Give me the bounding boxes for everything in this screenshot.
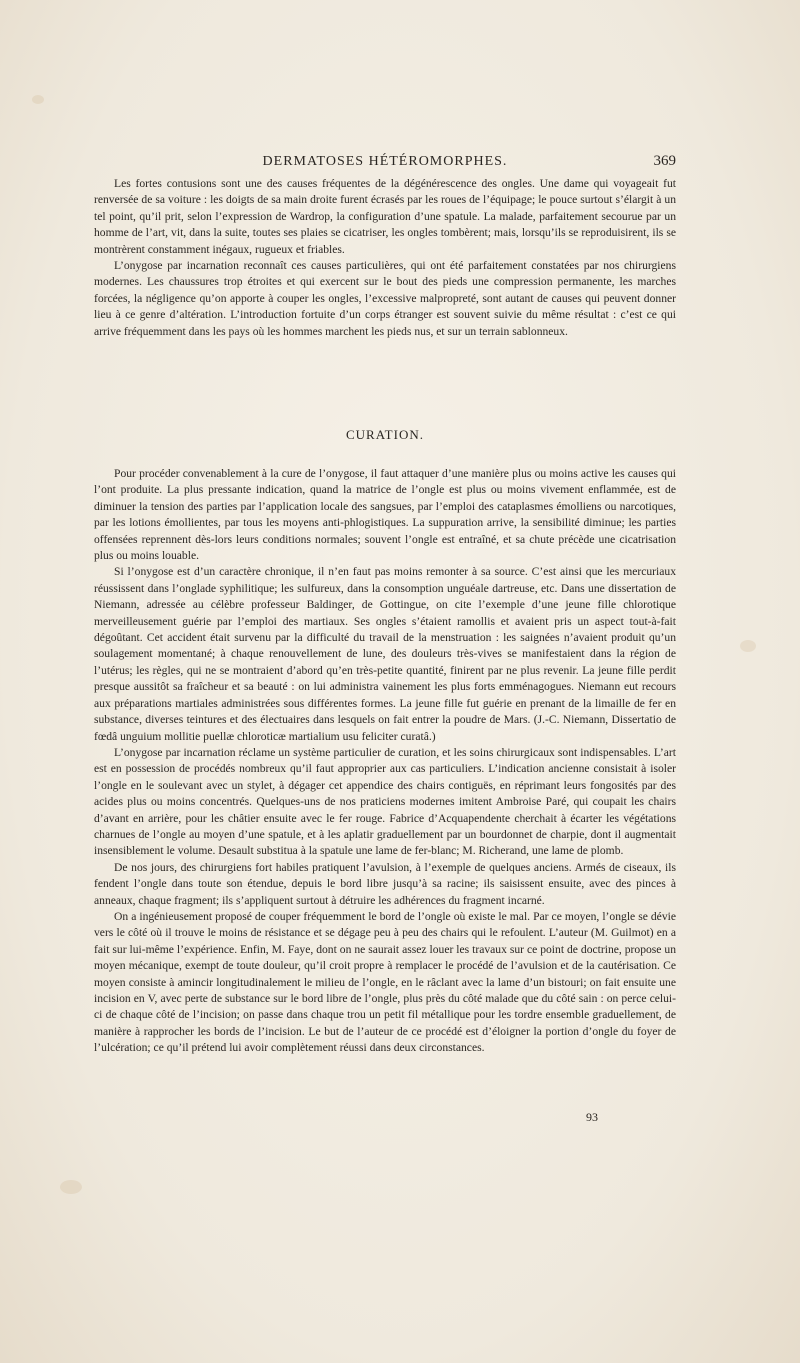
page-number: 369 xyxy=(653,153,676,169)
paragraph: L’onygose par incarnation reconnaît ces causes particulières, qui ont été parfaitement constatées par nos chirurgiens modernes. Les chaussures trop étroites et qui exercent sur le bout des pieds une compression permanente, les marches forcées, la négligence qu’on apporte à couper les ongles, l’excessive malpropreté, sont autant de causes qui peuvent donner lieu à ce genre d’altération. L’introduction fortuite d’un corps étranger est souvent suivie du même résultat : c’est ce qui arrive fréquemment dans les pays où les hommes marchent les pieds nus, et sur un terrain sablonneux. xyxy=(94,259,676,338)
paragraph: L’onygose par incarnation réclame un système particulier de curation, et les soins chirurgicaux sont indispensables. L’art est en possession de procédés nombreux qu’il faut approprier aux cas particuliers. L’indication ancienne consistait à isoler l’ongle en le soulevant avec un stylet, à dégager cet appendice des chairs contiguës, en réprimant leurs fongosités par des acides plus ou moins concentrés. Quelques-uns de nos praticiens modernes imitent Ambroise Paré, qui coupait les chairs d’avant en arrière, pour les châtier ensuite avec le fer rouge. Fabrice d’Acquapendente cherchait à écarter les végétations charnues de l’ongle au moyen d’une spatule, et à les aplatir graduellement par un bourdonnet de charpie, dont il augmentait insensiblement le volume. Desault substitua à la spatule une lame de fer-blanc; M. Richerand, une lame de plomb. xyxy=(94,745,676,858)
paragraph: Pour procéder convenablement à la cure de l’onygose, il faut attaquer d’une manière plus ou moins active les causes qui l’ont produite. La plus pressante indication, quand la matrice de l’ongle est plus ou moins vivement enflammée, est de diminuer la tension des parties par l’application locale des sangsues, par l’emploi des cataplasmes émolliens ou narcotiques, par les lotions émollientes, par tous les moyens anti-phlogistiques. La suppuration arrive, la sensibilité diminue; les parties offensées reprennent dès-lors leurs conditions normales; souvent l’ongle est entraîné, et sa chute précède une cicatrisation plus ou moins louable. xyxy=(94,467,676,563)
page-header xyxy=(94,150,676,174)
paper-stain xyxy=(740,640,756,652)
paper-stain xyxy=(32,95,44,104)
paper-stain xyxy=(60,1180,82,1194)
intro-text xyxy=(94,176,676,340)
curation-text xyxy=(94,466,676,1057)
paragraph: De nos jours, des chirurgiens fort habiles pratiquent l’avulsion, à l’exemple de quelques anciens. Armés de ciseaux, ils fendent l’ongle dans toute son étendue, depuis le bord libre jusqu’à sa racine; ils saisissent ensuite, avec des pinces à anneaux, chaque fragment; ils s’appliquent surtout à détruire les adhérences du fragment incarné. xyxy=(94,860,676,907)
signature-mark: 93 xyxy=(586,1110,598,1124)
running-title: DERMATOSES HÉTÉROMORPHES. xyxy=(262,154,508,169)
paragraph: Si l’onygose est d’un caractère chronique, il n’en faut pas moins remonter à sa source. C’est ainsi que les mercuriaux réussissent dans l’onglade syphilitique; les sulfureux, dans la consomption unguéale dartreuse, etc. Dans une dissertation de Niemann, adressée au célèbre professeur Baldinger, de Gottingue, on cite l’exemple d’une jeune fille chlorotique merveilleusement guérie par l’emploi des martiaux. Ses ongles s’étaient ramollis et avaient pris un aspect tout-à-fait dégoûtant. Cet accident était survenu par la difficulté du travail de la menstruation : les saignées n’avaient produit qu’un soulagement momentané; à chaque renouvellement de lune, des douleurs très-vives se manifestaient dans la région de l’utérus; les règles, qui ne se montraient d’abord qu’en très-petite quantité, finirent par ne plus revenir. La jeune fille perdit presque aussitôt sa fraîcheur et sa beauté : on lui administra vainement les plus forts emménagogues. Niemann eut recours aux préparations martiales administrées sous différentes formes. La jeune fille fut guérie en prenant de la limaille de fer en substance, diverses teintures et des électuaires dans lesquels on fait entrer la poudre de Mars. (J.-C. Niemann, Dissertatio de fœdâ unguium mollitie puellæ chloroticæ martialium usu feliciter curatâ.) xyxy=(94,565,676,743)
paragraph: Les fortes contusions sont une des causes fréquentes de la dégénérescence des ongles. Une dame qui voyageait fut renversée de sa voiture : les doigts de sa main droite furent écrasés par les roues de l’équipage; le pouce surtout s’élargit à un tel point, qu’il prit, selon l’expression de Wardrop, la configuration d’une spatule. La malade, parfaitement secourue par un homme de l’art, vit, dans la suite, toutes ses plaies se cicatriser, les ongles tombèrent; mais, lorsqu’ils se reproduisirent, ils se montrèrent constamment inégaux, rugueux et friables. xyxy=(94,177,676,256)
section-heading: CURATION. xyxy=(346,427,424,442)
paragraph: On a ingénieusement proposé de couper fréquemment le bord de l’ongle où existe le mal. Par ce moyen, l’ongle se dévie vers le côté où il trouve le moins de résistance et se dégage peu à peu des chairs qui le refoulent. L’auteur (M. Guilmot) en a fait sur lui-même l’expérience. Enfin, M. Faye, dont on ne saurait assez louer les travaux sur ce point de doctrine, propose un moyen mécanique, exempt de toute douleur, qu’il croit propre à remplacer le procédé de l’avulsion et de la cautérisation. Ce moyen consiste à amincir longitudinalement le milieu de l’ongle, en le râclant avec la lame d’un bistouri; on fait ensuite une incision en V, avec perte de substance sur le bord libre de l’ongle, plus près du côté malade que du côté sain : on perce celui-ci de chaque côté de l’incision; on passe dans chaque trou un petit fil métallique pour les tordre ensemble graduellement, de manière à rapprocher les bords de l’incision. Le but de l’auteur de ce procédé est d’éloigner la portion d’ongle du foyer de l’ulcération; ce qu’il prétend lui avoir complètement réussi dans deux circonstances. xyxy=(94,909,676,1055)
